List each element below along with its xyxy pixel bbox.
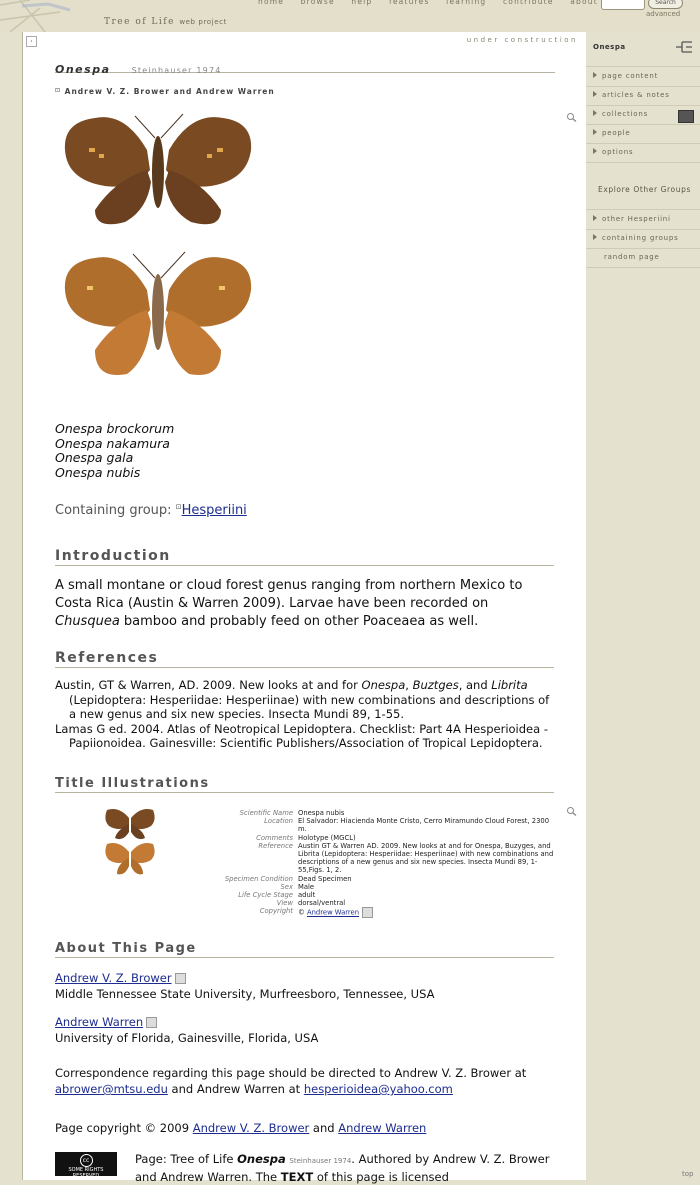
specimen-value: El Salvador: Hiacienda Monte Cristo, Cerro Miramundo Cloud Forest, 2300 m.: [298, 817, 550, 834]
taxon-name: Onespa: [55, 63, 111, 76]
license-part: . Authored by Andrew V. Z. Brower and Andrew Warren. The: [135, 1152, 550, 1184]
species-item: Onespa gala: [55, 450, 134, 465]
nav-contribute[interactable]: contribute: [502, 0, 554, 6]
email-link[interactable]: abrower@mtsu.edu: [55, 1082, 168, 1096]
references-list: [55, 678, 555, 751]
species-item: Onespa brockorum: [55, 421, 175, 436]
specimen-row: [143, 834, 558, 842]
copyright-holder-link[interactable]: Andrew Warren: [306, 908, 360, 917]
intro-text-2: bamboo and probably feed on other Poaceaea as well.: [119, 614, 479, 629]
ref-text: ,: [405, 678, 413, 692]
sidebar: [586, 32, 700, 1180]
specimen-row: [143, 809, 558, 817]
top-nav: [258, 0, 611, 6]
ref-text: , and: [458, 678, 492, 692]
ref-text: Austin, GT & Warren, AD. 2009. New looks at and for: [55, 678, 362, 692]
tree-icon[interactable]: [674, 39, 694, 55]
introduction-text: [55, 577, 555, 631]
containing-label: Containing group:: [55, 503, 172, 518]
specimen-key: Copyright: [259, 907, 293, 916]
magnify-icon[interactable]: [566, 806, 577, 816]
sidebar-item-label: options: [602, 148, 634, 156]
correspondence-text: and Andrew Warren at: [167, 1082, 304, 1096]
taxon-authority: Steinhauser 1974: [131, 66, 222, 75]
triangle-icon: [593, 72, 597, 78]
specimen-key: Scientific Name: [239, 809, 293, 817]
specimen-row: [143, 899, 558, 907]
nav-features[interactable]: features: [388, 0, 430, 6]
title-illustrations-heading: Title Illustrations: [55, 776, 554, 793]
reference-item: [55, 678, 555, 722]
triangle-icon: [593, 215, 597, 221]
license-taxon: Onespa: [237, 1152, 286, 1166]
cc-icon: cc: [80, 1154, 93, 1167]
contributor-link[interactable]: Andrew Warren: [55, 1015, 144, 1029]
search-button[interactable]: Search: [648, 0, 683, 9]
sidebar-item-articles-notes[interactable]: [586, 86, 700, 106]
triangle-icon: [593, 91, 597, 97]
sidebar-item-label: other Hesperiini: [602, 215, 671, 223]
ref-italic: Onespa: [361, 678, 406, 692]
person-icon[interactable]: [362, 907, 373, 918]
sidebar-title: Onespa: [593, 43, 626, 51]
copyright-text: Page copyright © 2009: [55, 1121, 193, 1135]
info-icon[interactable]: ⊡: [175, 503, 182, 511]
sidebar-item-page-content[interactable]: [586, 67, 700, 87]
triangle-icon: [593, 110, 597, 116]
specimen-photo[interactable]: [55, 110, 261, 394]
search-input[interactable]: [601, 0, 645, 10]
copyright-text: and: [309, 1121, 339, 1135]
authors-text: Andrew V. Z. Brower and Andrew Warren: [64, 87, 275, 96]
page-status: under construction: [466, 36, 578, 44]
contributor: [55, 1014, 318, 1046]
contributor-affiliation: University of Florida, Gainesville, Florida, USA: [55, 1031, 319, 1045]
nav-learning[interactable]: learning: [446, 0, 487, 6]
email-link[interactable]: hesperioidea@yahoo.com: [303, 1082, 453, 1096]
contributor-affiliation: Middle Tennessee State University, Murfreesboro, Tennessee, USA: [55, 987, 435, 1001]
species-list: [55, 422, 174, 480]
correspondence-text: Correspondence regarding this page should be directed to Andrew V. Z. Brower at: [55, 1066, 527, 1080]
cc-text: SOME RIGHTS RESERVED: [68, 1167, 104, 1179]
specimen-row: [143, 842, 558, 875]
sidebar-item-label: people: [602, 129, 631, 137]
sidebar-item-label: containing groups: [602, 234, 679, 242]
specimen-key: Specimen Condition: [224, 874, 293, 883]
license-text-label: TEXT: [280, 1170, 314, 1184]
specimen-row: [143, 907, 558, 918]
collapse-icon[interactable]: ‹: [26, 36, 37, 47]
specimen-value: Holotype (MGCL): [298, 833, 356, 842]
intro-italic: Chusquea: [55, 614, 120, 629]
sidebar-item-other-hesperiini[interactable]: [586, 210, 700, 230]
advanced-search-link[interactable]: advanced: [646, 10, 681, 18]
specimen-row: [143, 891, 558, 899]
specimen-value: Dead Specimen: [298, 874, 352, 883]
butterfly-dorsal-image: [65, 114, 251, 224]
page-title: [55, 58, 555, 76]
nav-browse[interactable]: browse: [300, 0, 335, 6]
page-copyright: [55, 1121, 426, 1135]
creative-commons-badge[interactable]: [55, 1152, 117, 1179]
specimen-row: [143, 875, 558, 883]
references-heading: References: [55, 650, 554, 668]
species-item: Onespa nubis: [55, 464, 141, 480]
site-title-text: Tree of Life: [104, 17, 175, 27]
correspondence: [55, 1065, 555, 1097]
explore-heading: Explore Other Groups: [598, 185, 691, 194]
reference-item: Lamas G ed. 2004. Atlas of Neotropical Lepidoptera. Checklist: Part 4A Hesperioidea - Papiionoidea. Gainesville: Scientific Publishers/Association of Tropical Lepidoptera.: [55, 721, 548, 750]
specimen-key: View: [276, 899, 293, 908]
specimen-value: Austin GT & Warren AD. 2009. New looks at and for Onespa, Buzyges, and Librita (Lepidoptera: Hesperiidae: Hesperiinae) with new combinations and descriptions of a new genus and six new species. Insecta Mundi 89, 1-55,Figs. 1, 2.: [298, 841, 554, 875]
top-link[interactable]: top: [682, 1170, 694, 1178]
sidebar-item-label: random page: [604, 253, 660, 261]
specimen-value: Onespa nubis: [298, 809, 345, 817]
introduction-heading: Introduction: [55, 548, 554, 566]
triangle-icon: [593, 129, 597, 135]
license-part: of this page is licensed: [313, 1170, 449, 1184]
triangle-icon: [593, 234, 597, 240]
license-authority: Steinhauser 1974: [289, 1157, 352, 1165]
person-icon[interactable]: [146, 1017, 157, 1028]
author-link[interactable]: Andrew V. Z. Brower: [192, 1121, 310, 1135]
collections-icon[interactable]: [678, 110, 694, 123]
contributor: [55, 970, 434, 1002]
tree-of-life-logo[interactable]: [0, 0, 90, 32]
ref-italic: Buztges: [412, 678, 459, 692]
page-authors: [55, 87, 275, 96]
specimen-key: Reference: [258, 841, 293, 850]
copyright-symbol: ©: [298, 908, 305, 917]
contributor-link[interactable]: Andrew V. Z. Brower: [55, 971, 172, 985]
magnify-icon[interactable]: [566, 112, 577, 122]
sidebar-item-random-page[interactable]: [586, 248, 700, 268]
nav-about[interactable]: about: [570, 0, 598, 6]
about-heading: About This Page: [55, 941, 554, 958]
specimen-value: adult: [298, 891, 316, 900]
specimen-key: Sex: [280, 882, 293, 891]
specimen-row: [143, 817, 558, 833]
ref-italic: Librita: [491, 678, 528, 692]
triangle-icon: [593, 148, 597, 154]
sidebar-item-options[interactable]: [586, 143, 700, 163]
intro-text-1: A small montane or cloud forest genus ranging from northern Mexico to Costa Rica (Austin & Warren 2009). Larvae have been recorded on: [55, 578, 523, 611]
species-item: Onespa nakamura: [55, 435, 170, 451]
specimen-value: dorsal/ventral: [298, 899, 346, 908]
specimen-key: Location: [264, 817, 293, 826]
sidebar-item-people[interactable]: [586, 124, 700, 144]
main-content: [22, 32, 587, 1184]
specimen-value: Male: [298, 882, 315, 891]
specimen-key: Comments: [256, 833, 293, 842]
sidebar-item-label: collections: [602, 110, 649, 118]
site-subtitle: web project: [179, 18, 227, 26]
ref-text: (Lepidoptera: Hesperiidae: Hesperiinae) with new combinations and descriptions of a new genus and six new species. Insecta Mundi 89, 1-55.: [69, 692, 550, 721]
sidebar-item-label: page content: [602, 72, 659, 80]
specimen-key: Life Cycle Stage: [238, 891, 293, 900]
license-part: Page: Tree of Life: [135, 1152, 238, 1166]
sidebar-item-label: articles & notes: [602, 91, 670, 99]
site-header: [0, 0, 700, 32]
containing-group: [55, 503, 247, 518]
butterfly-ventral-image: [65, 252, 251, 375]
specimen-details: [143, 809, 558, 918]
specimen-value: [298, 907, 558, 918]
containing-group-link[interactable]: Hesperiini: [181, 503, 247, 518]
person-icon[interactable]: [175, 973, 186, 984]
sidebar-item-containing-groups[interactable]: [586, 229, 700, 249]
nav-home[interactable]: home: [258, 0, 285, 6]
author-link[interactable]: Andrew Warren: [338, 1121, 427, 1135]
specimen-row: [143, 883, 558, 891]
nav-help[interactable]: help: [351, 0, 373, 6]
site-title[interactable]: [104, 17, 227, 27]
info-icon[interactable]: ⊡: [55, 87, 62, 94]
